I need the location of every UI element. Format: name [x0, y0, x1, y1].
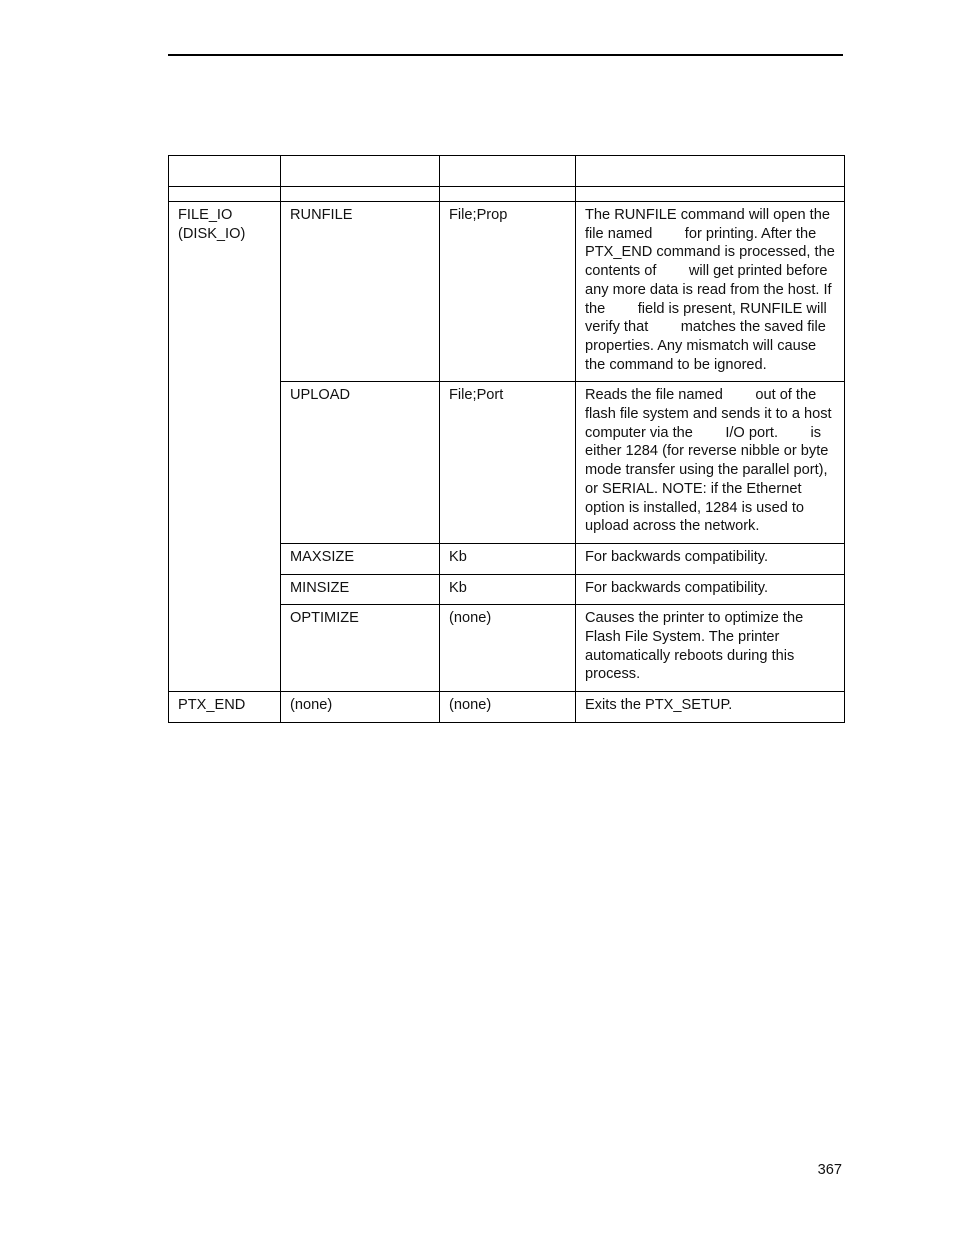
page-number: 367 — [817, 1162, 842, 1178]
parameter-cell: MAXSIZE — [281, 543, 440, 574]
command-cell: PTX_END — [169, 692, 281, 723]
header-cell-4 — [576, 156, 845, 187]
parameter-cell: MINSIZE — [281, 574, 440, 605]
header-cell-1 — [169, 156, 281, 187]
description-cell: For backwards compatibility. — [576, 543, 845, 574]
description-cell: The RUNFILE command will open the file named for printing. After the PTX_END command is processed, the contents of will get printed before any more data is read from the host. If the field is present, RUNFILE will verify that matches the saved file properties. Any mismatch will cause the command to be ignored. — [576, 202, 845, 382]
description-cell: Causes the printer to optimize the Flash File System. The printer automatically reboots during this process. — [576, 605, 845, 692]
description-cell: For backwards compatibility. — [576, 574, 845, 605]
header-rule — [168, 54, 843, 56]
description-cell: Reads the file named out of the flash file system and sends it to a host computer via the I/O port. is either 1284 (for reverse nibble or byte mode transfer using the parallel port), or SERIAL. NOTE: if the Ethernet option is installed, 1284 is used to upload across the network. — [576, 382, 845, 544]
value-cell: File;Prop — [440, 202, 576, 382]
header-double-rule — [169, 187, 845, 202]
table-header-row — [169, 156, 845, 187]
table-row — [169, 692, 845, 723]
parameter-cell: UPLOAD — [281, 382, 440, 544]
parameter-cell: (none) — [281, 692, 440, 723]
parameter-cell: RUNFILE — [281, 202, 440, 382]
command-table — [168, 155, 845, 723]
value-cell: Kb — [440, 543, 576, 574]
table-row — [169, 202, 845, 382]
value-cell: File;Port — [440, 382, 576, 544]
header-cell-2 — [281, 156, 440, 187]
parameter-cell: OPTIMIZE — [281, 605, 440, 692]
value-cell: (none) — [440, 605, 576, 692]
description-cell: Exits the PTX_SETUP. — [576, 692, 845, 723]
header-cell-3 — [440, 156, 576, 187]
command-cell: FILE_IO (DISK_IO) — [169, 202, 281, 692]
value-cell: Kb — [440, 574, 576, 605]
value-cell: (none) — [440, 692, 576, 723]
